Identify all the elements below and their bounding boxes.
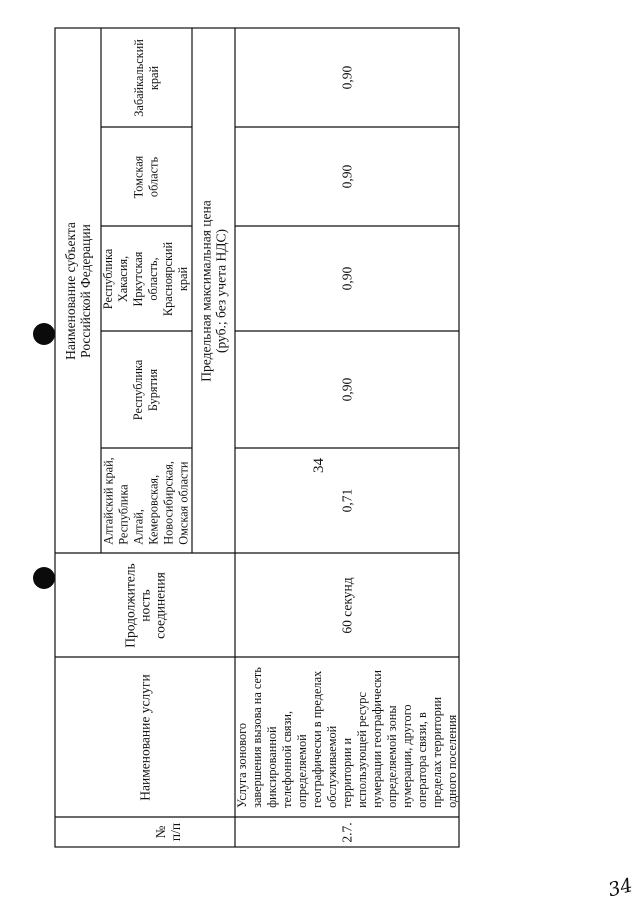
row-service-name: Услуга зонового завершения вызова на сеть фиксированной телефонной связи, определяемой географически в пределах обслуживаемой территории и использующей ресурс нумерации географически определяемой зоны нумерации, другого оператора связи, в пределах территории одного поселения xyxy=(234,666,459,808)
row-number: 2.7. xyxy=(339,821,355,843)
handwritten-page-number: 34 xyxy=(606,874,635,902)
header-region-5: Забайкальский край xyxy=(131,38,161,117)
header-duration: Продолжитель ность соединения xyxy=(122,562,168,648)
header-no: № п/п xyxy=(152,822,183,842)
row-price-region-3: 0,90 xyxy=(339,266,355,291)
row-price-region-1: 0,71 xyxy=(339,488,355,513)
header-region-3: Республика Хакасия, Иркутская область, Красноярский край xyxy=(101,241,191,316)
row-price-region-5: 0,90 xyxy=(339,65,355,90)
row-duration: 60 секунд xyxy=(339,576,355,634)
header-service-name: Наименование услуги xyxy=(137,673,153,801)
header-region-2: Республика Бурятия xyxy=(131,359,161,420)
header-price: Предельная максимальная цена (руб.; без учета НДС) xyxy=(198,199,229,382)
page-number: 34 xyxy=(311,458,327,473)
header-region-1: Алтайский край, Республика Алтай, Кемеровская, Новосибирская, Омская области xyxy=(101,456,191,545)
header-subject: Наименование субъекта Российской Федерации xyxy=(63,221,93,360)
header-region-4: Томская область xyxy=(131,155,161,198)
row-price-region-4: 0,90 xyxy=(339,164,355,189)
row-price-region-2: 0,90 xyxy=(339,377,355,402)
